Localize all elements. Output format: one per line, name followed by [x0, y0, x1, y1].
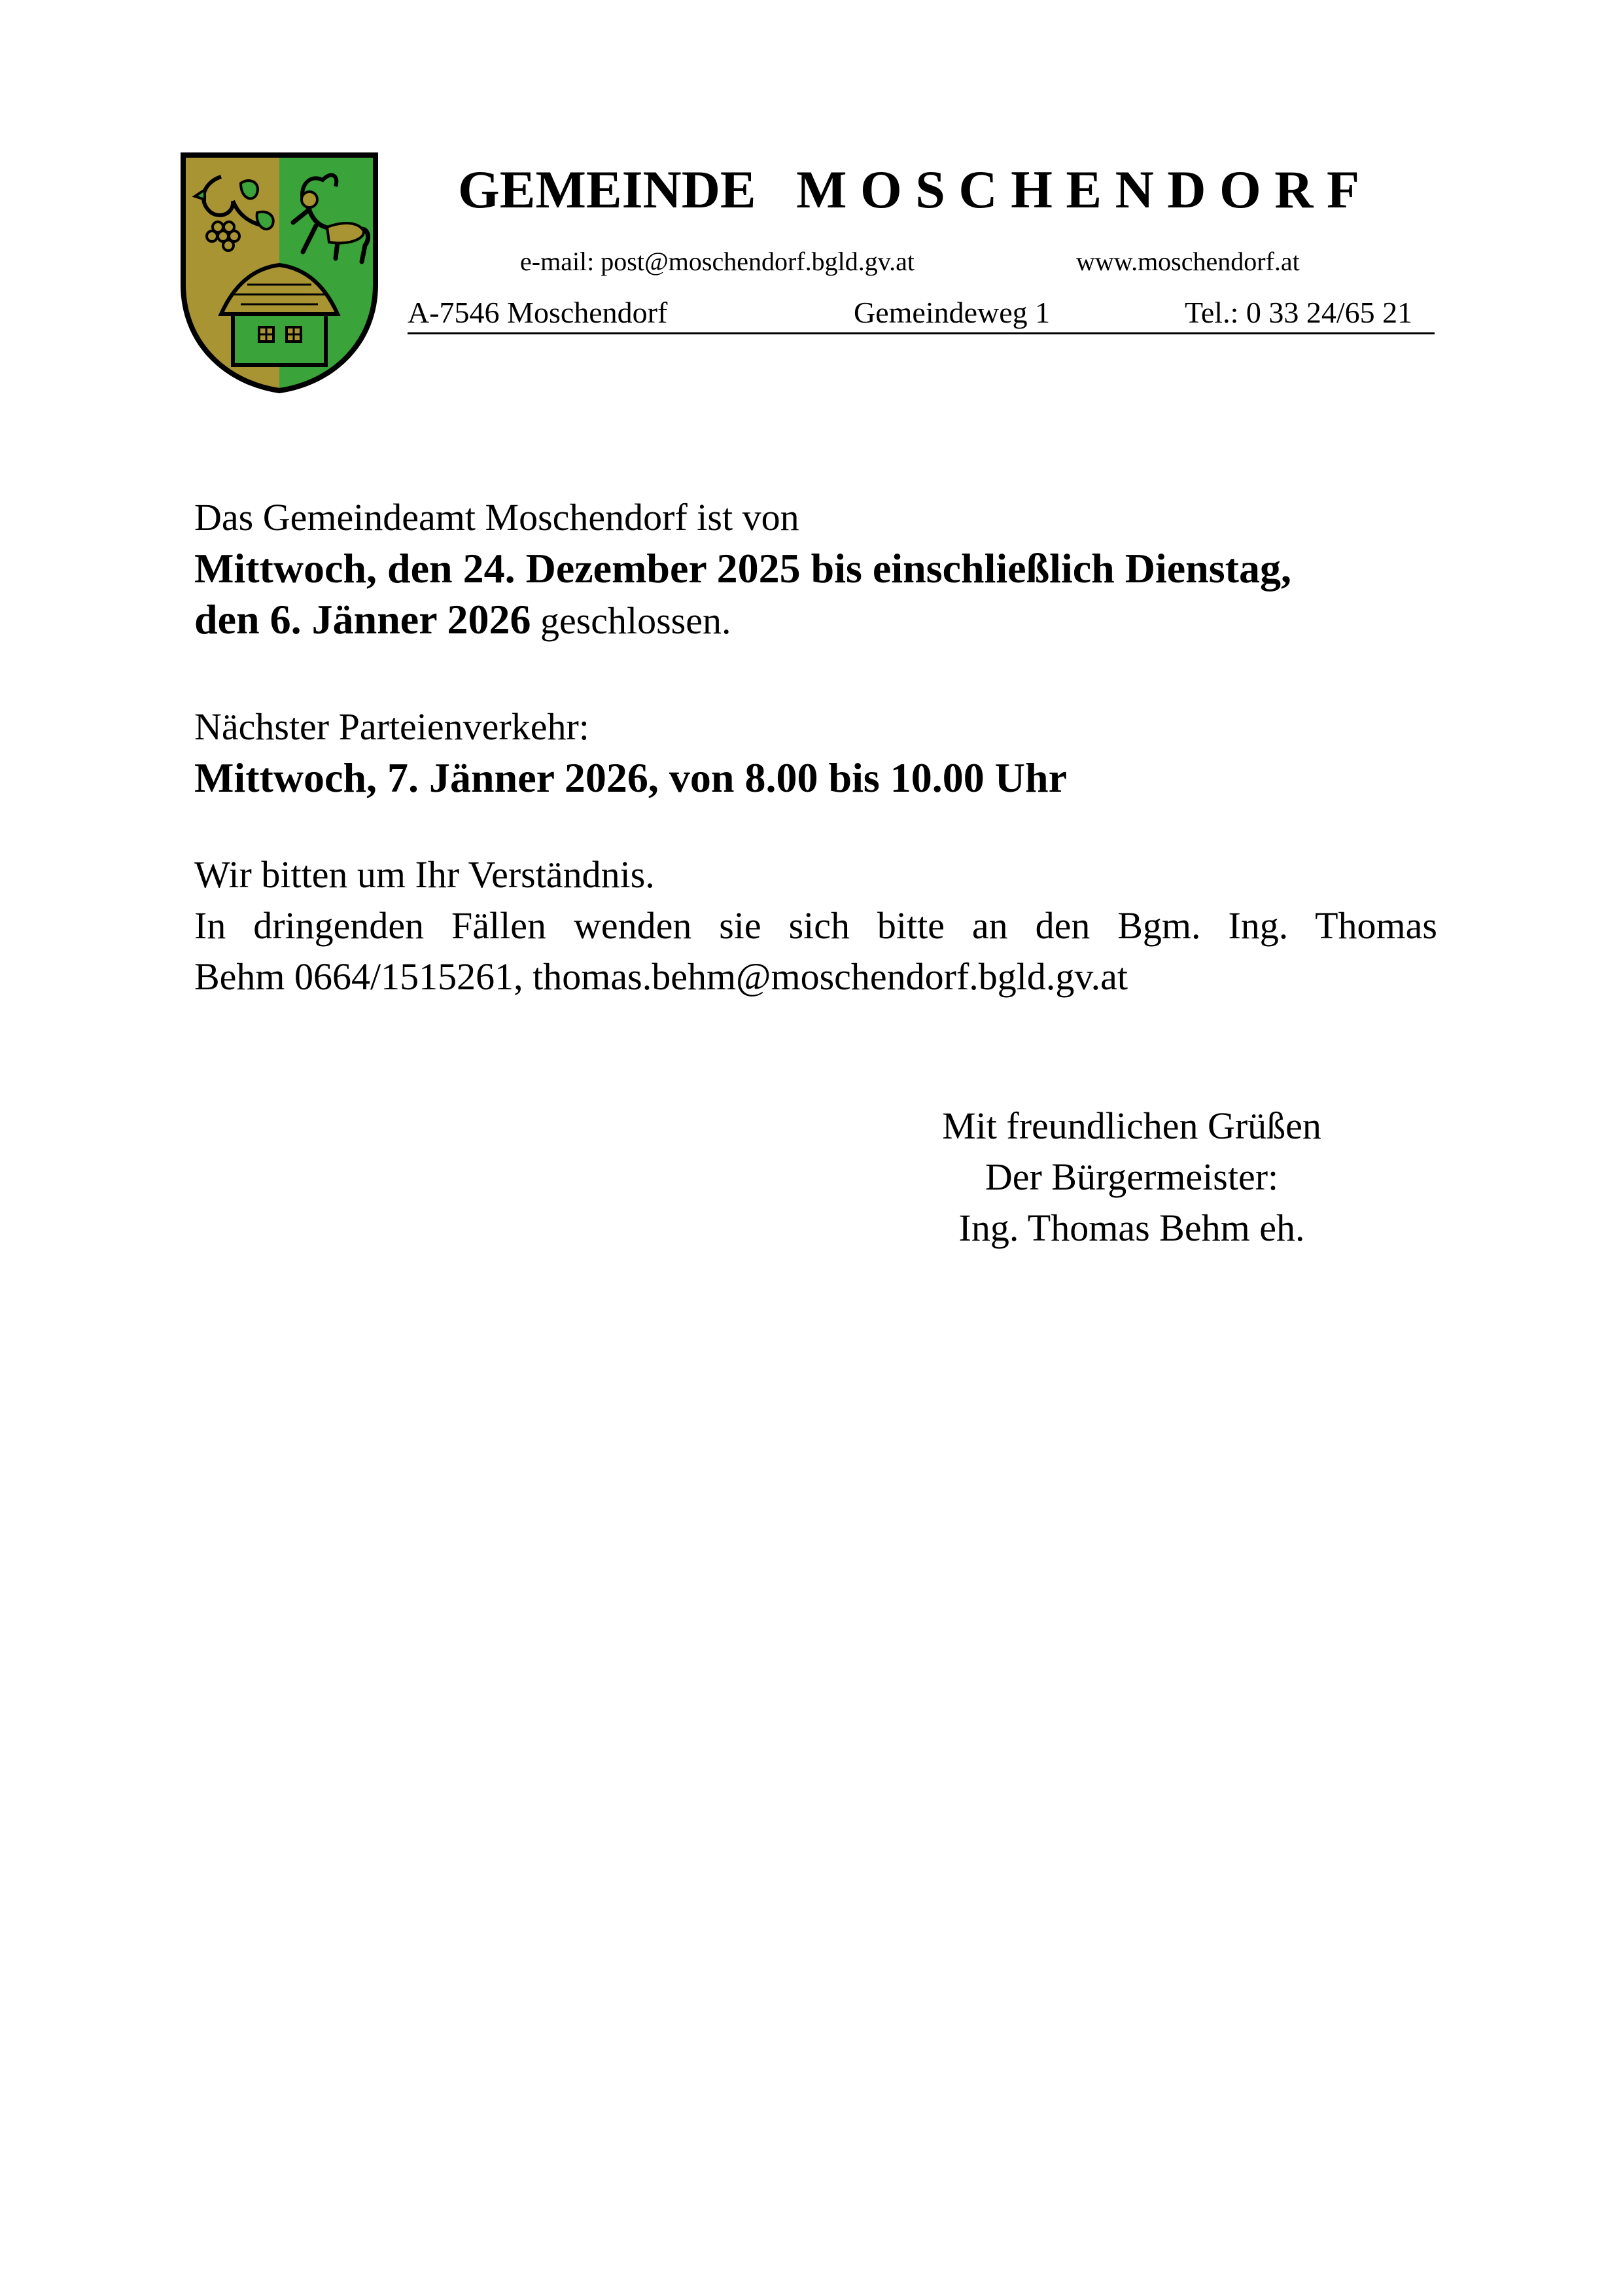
next-opening-date: Mittwoch, 7. Jänner 2026, von 8.00 bis 10.00 Uhr [194, 754, 1067, 801]
urgent-contact-line2: Behm 0664/1515261, thomas.behm@moschendorf.bgld.gv.at [194, 955, 1128, 998]
signature-block [903, 1101, 1361, 1254]
understanding-text: Wir bitten um Ihr Verständnis. [194, 853, 655, 896]
closure-period-line1: Mittwoch, den 24. Dezember 2025 bis einschließlich Dienstag, [194, 545, 1291, 592]
closure-suffix: geschlossen. [531, 599, 731, 642]
page-title: GEMEINDE M O S C H E N D O R F [458, 160, 1360, 219]
address-line [408, 293, 1435, 334]
closure-intro: Das Gemeindeamt Moschendorf ist von [194, 496, 799, 539]
signature-name: Ing. Thomas Behm eh. [958, 1207, 1305, 1249]
closure-period-line2 [194, 594, 1437, 646]
next-opening [194, 701, 1437, 804]
contact-paragraph [194, 849, 1437, 1002]
email-address: e-mail: post@moschendorf.bgld.gv.at [520, 247, 915, 276]
coat-of-arms-icon [175, 147, 383, 396]
address-city: A-7546 Moschendorf [408, 296, 668, 329]
signature-role: Der Bürgermeister: [985, 1156, 1279, 1198]
closure-end-date: den 6. Jänner 2026 [194, 596, 531, 643]
urgent-contact-line1: In dringenden Fällen wenden sie sich bitte an den Bgm. Ing. Thomas [194, 904, 1437, 947]
closure-notice [194, 492, 1437, 646]
next-opening-label: Nächster Parteienverkehr: [194, 705, 589, 748]
address-street: Gemeindeweg 1 [854, 296, 1051, 329]
signature-greeting: Mit freundlichen Grüßen [942, 1104, 1321, 1147]
phone-number: Tel.: 0 33 24/65 21 [1185, 296, 1413, 329]
website-address: www.moschendorf.at [1076, 247, 1300, 276]
